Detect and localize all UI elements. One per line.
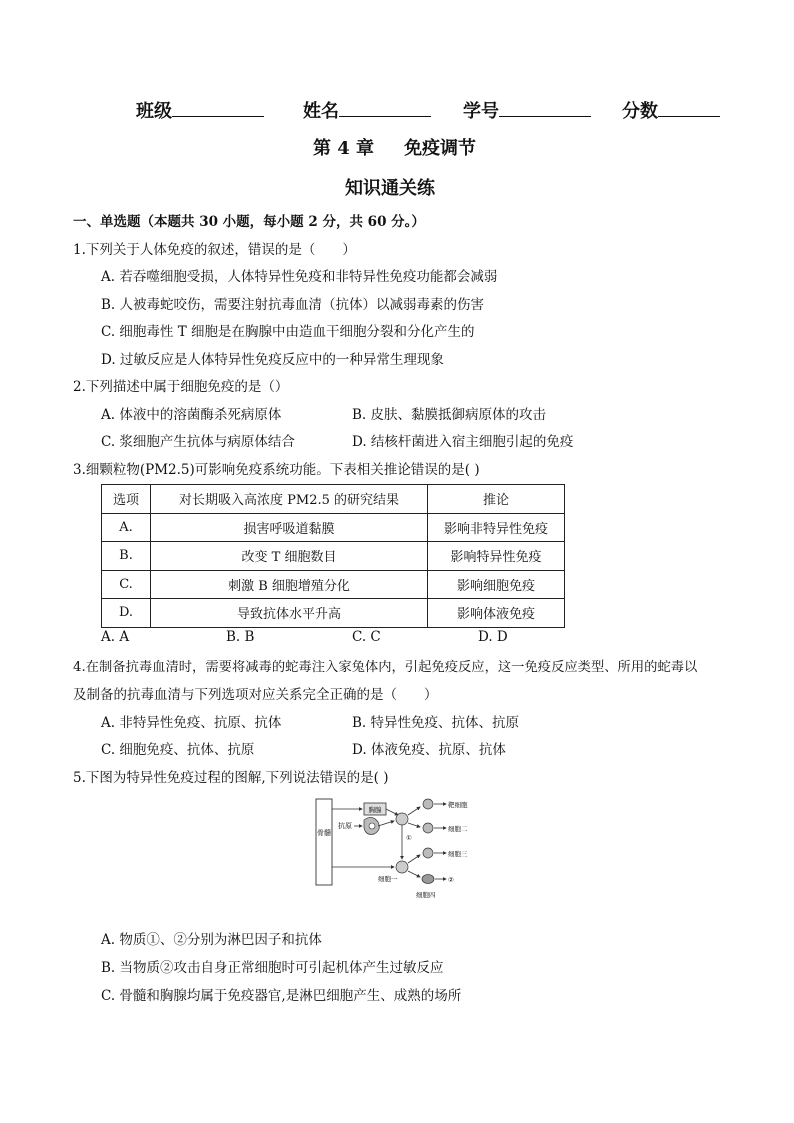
score-blank[interactable] [658, 100, 720, 117]
id-label: 学号 [463, 101, 499, 122]
q3-stem: 3.细颗粒物(PM2.5)可影响免疫系统功能。下表相关推论错误的是( ) [73, 462, 480, 478]
cell-four-label: 细胞四 [416, 891, 436, 899]
q2-option-c[interactable]: C. 浆细胞产生抗体与病原体结合 [101, 434, 295, 450]
table-cell: B. [102, 542, 151, 571]
cell-two-label: 细胞二 [448, 825, 468, 833]
q5-option-b[interactable]: B. 当物质②攻击自身正常细胞时可引起机体产生过敏反应 [101, 960, 444, 976]
q4-option-b[interactable]: B. 特异性免疫、抗体、抗原 [352, 715, 520, 731]
table-cell: C. [102, 570, 151, 599]
id-blank[interactable] [499, 100, 591, 117]
b-cell-icon [396, 861, 408, 873]
name-blank[interactable] [339, 100, 431, 117]
q5-option-c[interactable]: C. 骨髓和胸腺均属于免疫器官,是淋巴细胞产生、成熟的场所 [101, 988, 462, 1004]
target-cell-label: 靶细胞 [448, 801, 468, 809]
arrow-to-cell-four [408, 871, 420, 877]
arrow-to-target [408, 807, 420, 815]
apc-nucleus-icon [369, 823, 375, 829]
cell-one-label: 细胞一 [378, 875, 398, 883]
q3-option-b[interactable]: B. B [226, 629, 255, 645]
q4-option-c[interactable]: C. 细胞免疫、抗体、抗原 [101, 742, 255, 758]
arrow-to-cell-two [408, 823, 420, 827]
q5-option-a[interactable]: A. 物质①、②分别为淋巴因子和抗体 [101, 932, 322, 948]
chapter-topic: 免疫调节 [404, 138, 477, 159]
q2-stem: 2.下列描述中属于细胞免疫的是（） [73, 379, 289, 395]
memory-t-icon [423, 823, 433, 833]
q1-option-b[interactable]: B. 人被毒蛇咬伤，需要注射抗毒血清（抗体）以减弱毒素的伤害 [101, 297, 485, 313]
plasma-cell-icon [422, 875, 434, 884]
id-field [463, 97, 591, 123]
table-header: 选项 [102, 485, 151, 514]
bone-marrow-box [316, 799, 332, 885]
score-field [622, 97, 720, 123]
q2-option-d[interactable]: D. 结核杆菌进入宿主细胞引起的免疫 [352, 434, 574, 450]
q2-option-a[interactable]: A. 体液中的溶菌酶杀死病原体 [101, 407, 282, 423]
class-field [136, 97, 264, 123]
q1-option-d[interactable]: D. 过敏反应是人体特异性免疫反应中的一种异常生理现象 [101, 352, 444, 368]
table-row [102, 542, 565, 571]
chapter-number: 第 4 章 [313, 138, 375, 159]
table-cell: 改变 T 细胞数目 [151, 542, 428, 571]
q5-stem: 5.下图为特异性免疫过程的图解,下列说法错误的是( ) [73, 770, 389, 786]
table-header-row [102, 485, 565, 514]
table-cell: 导致抗体水平升高 [151, 599, 428, 628]
q3-option-a[interactable]: A. A [101, 629, 130, 645]
antigen-label: 抗原 [338, 822, 352, 830]
t-cell-icon [396, 813, 408, 825]
class-label: 班级 [136, 101, 172, 122]
table-row [102, 513, 565, 542]
cell-three-label: 细胞三 [448, 850, 468, 858]
q1-option-c[interactable]: C. 细胞毒性 T 细胞是在胸腺中由造血干细胞分裂和分化产生的 [101, 324, 475, 340]
table-cell: 影响细胞免疫 [428, 570, 565, 599]
memory-b-icon [423, 848, 433, 858]
q1-stem: 1.下列关于人体免疫的叙述，错误的是（ ） [73, 242, 356, 258]
q3-table [101, 484, 565, 628]
mark-one-label: ① [406, 834, 412, 842]
q4-option-a[interactable]: A. 非特异性免疫、抗原、抗体 [101, 715, 282, 731]
table-row [102, 599, 565, 628]
table-cell: D. [102, 599, 151, 628]
table-cell: A. [102, 513, 151, 542]
table-cell: 损害呼吸道黏膜 [151, 513, 428, 542]
arrow-apc-to-tcell [378, 821, 394, 826]
arrow-thymus-to-tcell [386, 809, 398, 815]
q4-stem-line2: 及制备的抗毒血清与下列选项对应关系完全正确的是（ ） [73, 687, 438, 703]
table-cell: 影响非特异性免疫 [428, 513, 565, 542]
table-header: 对长期吸入高浓度 PM2.5 的研究结果 [151, 485, 428, 514]
mark-two-label: ② [448, 876, 454, 884]
chapter-title [313, 134, 476, 160]
name-field [303, 97, 431, 123]
q4-option-d[interactable]: D. 体液免疫、抗原、抗体 [352, 742, 506, 758]
score-label: 分数 [622, 101, 658, 122]
class-blank[interactable] [172, 100, 264, 117]
q2-option-b[interactable]: B. 皮肤、黏膜抵御病原体的攻击 [352, 407, 547, 423]
table-cell: 影响特异性免疫 [428, 542, 565, 571]
immune-process-diagram [314, 795, 496, 905]
effector-t-icon [423, 799, 433, 809]
table-cell: 影响体液免疫 [428, 599, 565, 628]
arrow-to-cell-three [408, 855, 420, 863]
thymus-label: 胸腺 [368, 806, 382, 814]
q1-option-a[interactable]: A. 若吞噬细胞受损，人体特异性免疫和非特异性免疫功能都会减弱 [101, 269, 498, 285]
table-header: 推论 [428, 485, 565, 514]
table-cell: 刺激 B 细胞增殖分化 [151, 570, 428, 599]
q3-option-c[interactable]: C. C [352, 629, 381, 645]
q4-stem-line1: 4.在制备抗毒血清时，需要将减毒的蛇毒注入家兔体内，引起免疫反应，这一免疫反应类型、所用的蛇毒以 [73, 660, 698, 675]
bone-marrow-label: 骨髓 [317, 829, 331, 837]
page-subtitle: 知识通关练 [345, 178, 435, 199]
q3-option-d[interactable]: D. D [478, 629, 508, 645]
table-row [102, 570, 565, 599]
name-label: 姓名 [303, 101, 339, 122]
section-heading: 一、单选题（本题共 30 小题，每小题 2 分，共 60 分。） [73, 214, 425, 230]
